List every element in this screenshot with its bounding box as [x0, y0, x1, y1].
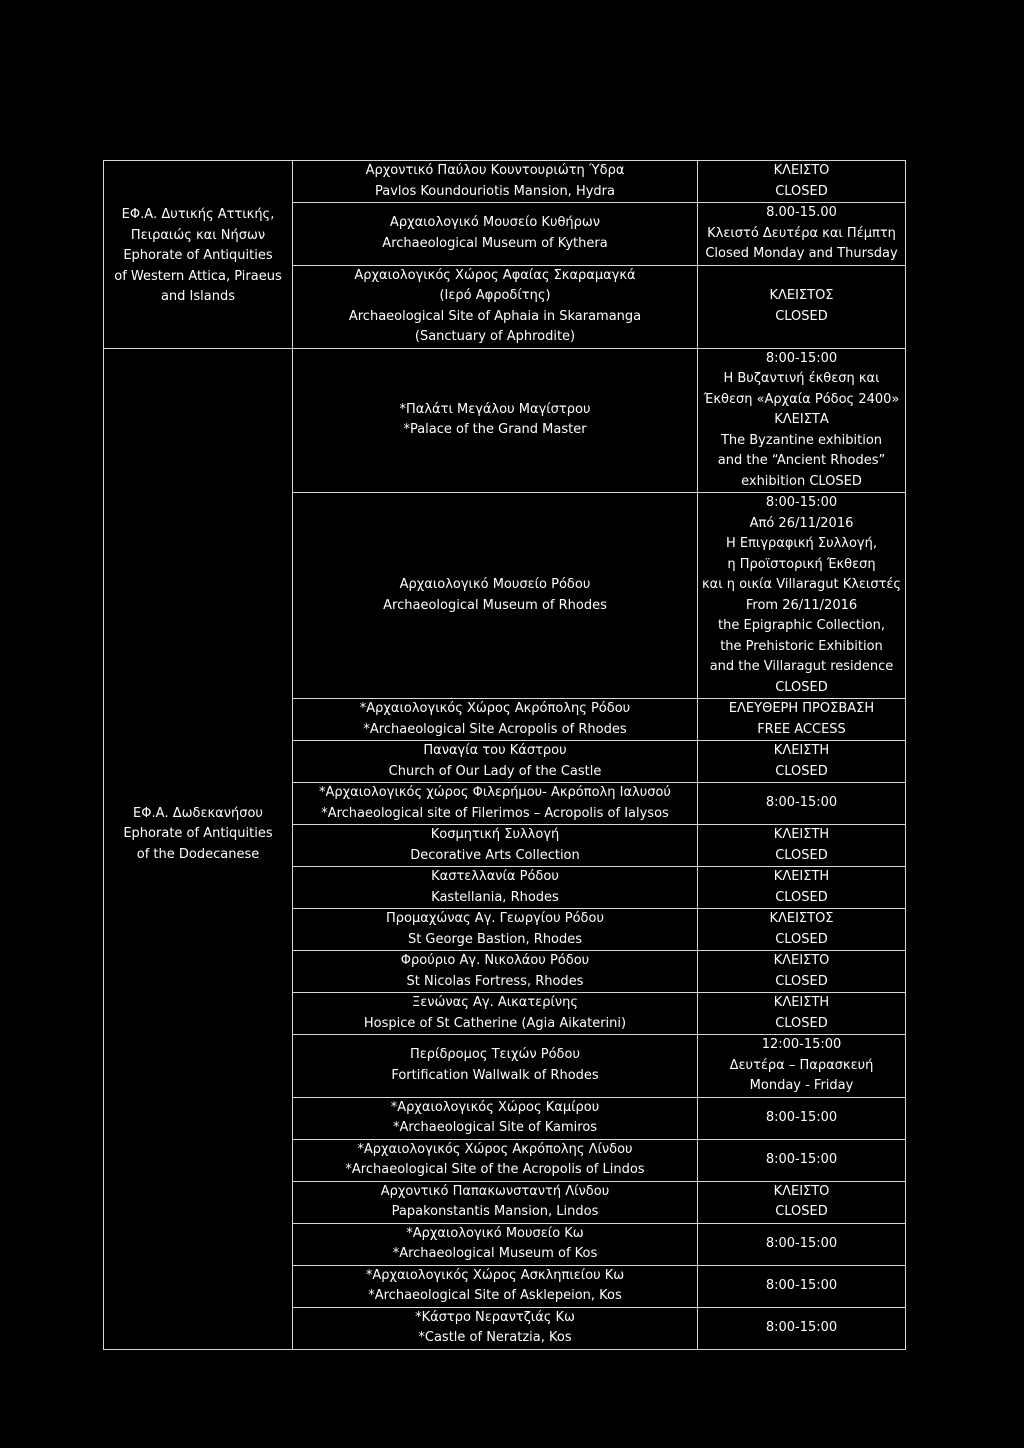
site-name-greek: *Αρχαιολογικός Χώρος Ακρόπολης Λίνδου	[357, 1141, 633, 1157]
site-name-greek: Κοσμητική Συλλογή	[430, 827, 560, 842]
opening-hours-cell	[698, 1035, 906, 1098]
site-name-english: Fortification Wallwalk of Rhodes	[391, 1067, 599, 1083]
opening-hours-cell	[698, 993, 906, 1035]
opening-hours-cell	[698, 825, 906, 867]
site-name-english: *Palace of the Grand Master	[403, 422, 587, 438]
opening-hours-cell	[698, 1307, 906, 1349]
table-row	[104, 161, 906, 203]
site-name-english: Hospice of St Catherine (Agia Aikaterini)	[363, 1015, 627, 1031]
opening-hours-cell	[698, 348, 906, 493]
hours-text: 8:00-15:00	[765, 495, 838, 510]
hours-text: 8:00-15:00	[765, 1277, 838, 1293]
hours-text: CLOSED	[775, 308, 828, 324]
hours-text: Monday - Friday	[749, 1078, 854, 1093]
hours-text: ΕΛΕΥΘΕΡΗ ΠΡΟΣΒΑΣΗ	[728, 701, 875, 716]
hours-text: η Προϊστορική Έκθεση	[727, 556, 876, 572]
site-name-english: Papakonstantis Mansion, Lindos	[391, 1204, 599, 1219]
site-name-cell	[293, 1181, 698, 1223]
site-name-cell	[293, 867, 698, 909]
table-row	[104, 348, 906, 493]
opening-hours-cell	[698, 1181, 906, 1223]
site-name-greek: *Αρχαιολογικός Χώρος Ακρόπολης Ρόδου	[359, 701, 631, 716]
ephorate-text: ΕΦ.Α. Δωδεκανήσου	[133, 805, 263, 821]
site-name-english: Archaeological Museum of Kythera	[382, 235, 608, 251]
site-name-greek: Προμαχώνας Αγ. Γεωργίου Ρόδου	[386, 911, 604, 926]
opening-hours-cell	[698, 1265, 906, 1307]
site-name-greek: *Αρχαιολογικό Μουσείο Κω	[406, 1225, 584, 1241]
opening-hours-cell	[698, 265, 906, 348]
site-name-english: St Nicolas Fortress, Rhodes	[406, 973, 584, 989]
hours-text: 8:00-15:00	[765, 1319, 838, 1335]
site-name-english: Archaeological Museum of Rhodes	[383, 597, 607, 613]
hours-text: ΚΛΕΙΣΤΗ	[773, 869, 830, 884]
site-name-greek: (Ιερό Αφροδίτης)	[439, 288, 551, 303]
hours-text: Closed Monday and Thursday	[705, 246, 898, 261]
hours-text: 8:00-15:00	[765, 795, 838, 811]
hours-text: CLOSED	[775, 847, 828, 863]
site-name-greek: Παναγία του Κάστρου	[423, 743, 567, 758]
opening-hours-cell	[698, 1223, 906, 1265]
site-name-greek: Φρούριο Αγ. Νικολάου Ρόδου	[400, 953, 590, 968]
hours-text: Έκθεση «Αρχαία Ρόδος 2400»	[703, 391, 900, 407]
hours-text: ΚΛΕΙΣΤΑ	[774, 412, 829, 427]
hours-text: ΚΛΕΙΣΤΟ	[773, 1183, 830, 1199]
hours-text: FREE ACCESS	[757, 721, 846, 737]
site-name-greek: *Αρχαιολογικός Χώρος Καμίρου	[390, 1099, 600, 1115]
opening-hours-cell	[698, 741, 906, 783]
site-name-greek: *Αρχαιολογικός χώρος Φιλερήμου- Ακρόπολη Ιαλυσού	[319, 785, 671, 800]
hours-text: and the “Ancient Rhodes”	[717, 453, 886, 468]
ephorate-text: Ephorate of Antiquities	[123, 826, 273, 841]
hours-text: 12:00-15:00	[761, 1037, 842, 1052]
site-name-greek: Αρχαιολογικός Χώρος Αφαίας Σκαραμαγκά	[354, 267, 636, 283]
hours-text: ΚΛΕΙΣΤΟ	[773, 953, 830, 968]
ephorate-cell	[104, 348, 293, 1349]
site-name-english: Kastellania, Rhodes	[431, 889, 559, 905]
site-name-english: *Castle of Neratzia, Kos	[418, 1330, 572, 1345]
hours-text: 8:00-15:00	[765, 1109, 838, 1125]
site-name-cell	[293, 1307, 698, 1349]
site-name-greek: Καστελλανία Ρόδου	[431, 869, 559, 884]
site-name-english: *Archaeological Site of Kamiros	[392, 1120, 598, 1135]
hours-text: ΚΛΕΙΣΤΟ	[773, 163, 830, 178]
site-name-cell	[293, 825, 698, 867]
hours-text: 8:00-15:00	[765, 1235, 838, 1251]
site-name-english: Archaeological Site of Aphaia in Skaramanga	[348, 308, 642, 324]
site-name-cell	[293, 699, 698, 741]
hours-text: exhibition CLOSED	[741, 473, 862, 489]
hours-text: CLOSED	[775, 1015, 828, 1031]
hours-text: The Byzantine exhibition	[720, 432, 883, 448]
opening-hours-cell	[698, 951, 906, 993]
hours-text: ΚΛΕΙΣΤΗ	[773, 995, 830, 1010]
site-name-cell	[293, 493, 698, 699]
hours-text: CLOSED	[775, 973, 828, 989]
site-name-english: *Archaeological Site of the Acropolis of Lindos	[345, 1162, 645, 1177]
site-name-english: *Archaeological Site Acropolis of Rhodes	[363, 721, 627, 737]
site-name-cell	[293, 203, 698, 266]
site-name-greek: *Παλάτι Μεγάλου Μαγίστρου	[399, 401, 591, 417]
hours-text: the Prehistoric Exhibition	[720, 638, 883, 654]
opening-hours-cell	[698, 1097, 906, 1139]
hours-text: Κλειστό Δευτέρα και Πέμπτη	[707, 225, 896, 241]
opening-hours-table	[103, 160, 906, 1350]
site-name-english: *Archaeological Site of Asklepeion, Kos	[368, 1288, 622, 1303]
site-name-cell	[293, 993, 698, 1035]
site-name-cell	[293, 951, 698, 993]
site-name-cell	[293, 1223, 698, 1265]
site-name-english: *Archaeological Museum of Kos	[392, 1246, 598, 1261]
hours-text: Δευτέρα – Παρασκευή	[729, 1057, 874, 1073]
hours-text: CLOSED	[775, 183, 828, 199]
opening-hours-cell	[698, 909, 906, 951]
ephorate-text: ΕΦ.Α. Δυτικής Αττικής,	[121, 207, 275, 222]
site-name-cell	[293, 1035, 698, 1098]
site-name-cell	[293, 348, 698, 493]
site-name-english: *Archaeological site of Filerimos – Acropolis of Ialysos	[321, 805, 669, 821]
site-name-cell	[293, 1265, 698, 1307]
hours-text: CLOSED	[775, 1204, 828, 1219]
ephorate-cell	[104, 161, 293, 349]
hours-text: and the Villaragut residence	[709, 659, 894, 674]
hours-text: CLOSED	[775, 931, 828, 947]
site-name-greek: Αρχαιολογικό Μουσείο Κυθήρων	[389, 215, 601, 231]
site-name-english: St George Bastion, Rhodes	[407, 931, 583, 947]
site-name-cell	[293, 1097, 698, 1139]
hours-text: 8:00-15:00	[765, 1151, 838, 1167]
site-name-cell	[293, 783, 698, 825]
hours-text: 8.00-15.00	[766, 205, 837, 220]
site-name-cell	[293, 1139, 698, 1181]
site-name-greek: *Κάστρο Νεραντζιάς Κω	[415, 1309, 575, 1325]
hours-text: Η Βυζαντινή έκθεση και	[723, 371, 880, 386]
hours-text: ΚΛΕΙΣΤΗ	[773, 827, 830, 842]
site-name-greek: Αρχοντικό Παύλου Κουντουριώτη Ύδρα	[365, 163, 625, 178]
opening-hours-cell	[698, 161, 906, 203]
hours-text: ΚΛΕΙΣΤΟΣ	[769, 288, 834, 303]
ephorate-text: Ephorate of Antiquities	[123, 248, 273, 263]
site-name-cell	[293, 161, 698, 203]
opening-hours-cell	[698, 699, 906, 741]
site-name-cell	[293, 909, 698, 951]
hours-text: και η οικία Villaragut Κλειστές	[702, 577, 902, 592]
opening-hours-cell	[698, 493, 906, 699]
ephorate-text: of Western Attica, Piraeus	[114, 268, 282, 284]
site-name-greek: Περίδρομος Τειχών Ρόδου	[410, 1047, 580, 1063]
site-name-english: (Sanctuary of Aphrodite)	[414, 329, 576, 344]
opening-hours-cell	[698, 203, 906, 266]
site-name-cell	[293, 741, 698, 783]
hours-text: CLOSED	[775, 889, 828, 905]
opening-hours-cell	[698, 783, 906, 825]
opening-hours-cell	[698, 1139, 906, 1181]
site-name-cell	[293, 265, 698, 348]
site-name-english: Church of Our Lady of the Castle	[388, 763, 602, 779]
opening-hours-cell	[698, 867, 906, 909]
hours-text: Η Επιγραφική Συλλογή,	[725, 536, 877, 551]
hours-text: ΚΛΕΙΣΤΟΣ	[769, 911, 834, 926]
site-name-english: Pavlos Koundouriotis Mansion, Hydra	[375, 183, 615, 199]
ephorate-text: and Islands	[160, 289, 236, 304]
hours-text: ΚΛΕΙΣΤΗ	[773, 743, 830, 758]
hours-text: the Epigraphic Collection,	[718, 618, 885, 633]
hours-text: 8:00-15:00	[765, 350, 838, 366]
ephorate-text: Πειραιώς και Νήσων	[130, 227, 266, 243]
site-name-english: Decorative Arts Collection	[410, 847, 580, 863]
ephorate-text: of the Dodecanese	[136, 846, 260, 862]
hours-text: CLOSED	[775, 679, 828, 695]
hours-text: Από 26/11/2016	[749, 515, 854, 531]
site-name-greek: *Αρχαιολογικός Χώρος Ασκληπιείου Κω	[365, 1267, 625, 1283]
site-name-greek: Αρχοντικό Παπακωνσταντή Λίνδου	[380, 1183, 610, 1199]
site-name-greek: Αρχαιολογικό Μουσείο Ρόδου	[399, 577, 591, 592]
hours-text: From 26/11/2016	[745, 597, 858, 613]
site-name-greek: Ξενώνας Αγ. Αικατερίνης	[412, 995, 578, 1010]
hours-text: CLOSED	[775, 763, 828, 779]
